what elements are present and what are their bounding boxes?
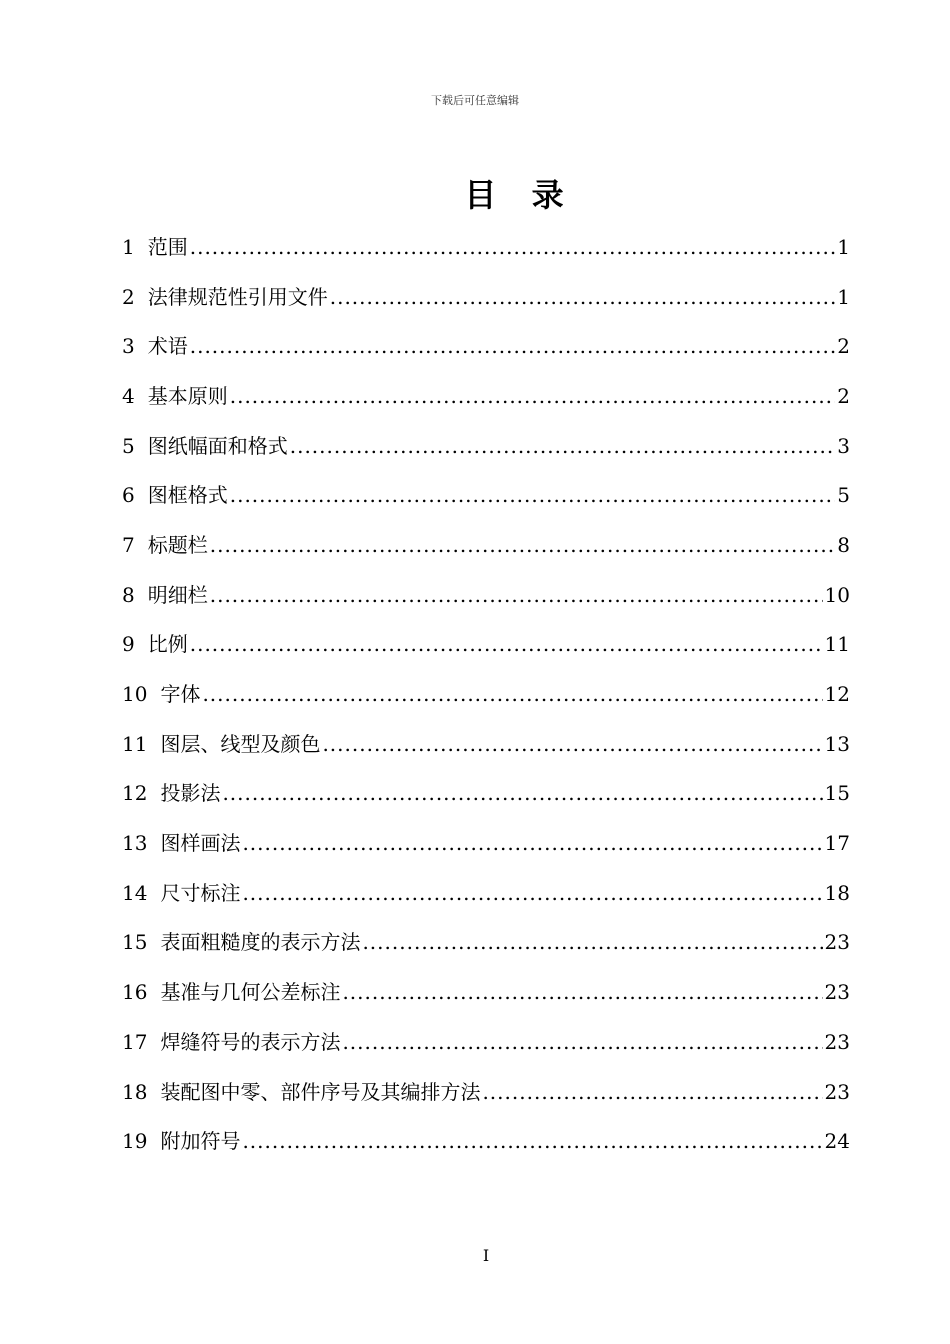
toc-entry-label: 图样画法 xyxy=(160,831,241,856)
toc-entry-page: 2 xyxy=(837,334,850,359)
toc-dot-leader xyxy=(190,634,823,654)
toc-entry-page: 3 xyxy=(837,433,850,458)
toc-entry-number: 5 xyxy=(122,433,135,458)
toc-entry-page: 1 xyxy=(837,284,850,309)
toc-entry-number: 17 xyxy=(122,1029,148,1054)
toc-dot-leader xyxy=(202,684,822,704)
toc-entry-page: 12 xyxy=(824,682,850,707)
toc-entry-number: 4 xyxy=(122,383,135,408)
toc-entry-number: 9 xyxy=(122,632,135,657)
toc-entry[interactable] xyxy=(122,421,850,471)
toc-entry-label: 比例 xyxy=(147,632,188,657)
toc-dot-leader xyxy=(222,783,822,803)
toc-entry[interactable] xyxy=(122,520,850,570)
toc-entry-number: 14 xyxy=(122,880,148,905)
toc-entry-page: 23 xyxy=(824,1029,850,1054)
toc-dot-leader xyxy=(342,982,822,1002)
toc-dot-leader xyxy=(230,386,836,406)
toc-dot-leader xyxy=(230,485,836,505)
toc-entry-label: 法律规范性引用文件 xyxy=(147,284,328,309)
toc-dot-leader xyxy=(210,585,823,605)
toc-entry-number: 7 xyxy=(122,532,135,557)
toc-entry[interactable] xyxy=(122,272,850,322)
toc-entry-label: 基本原则 xyxy=(147,383,228,408)
toc-entry-label: 明细栏 xyxy=(147,582,208,607)
toc-list xyxy=(122,222,850,1166)
toc-entry-label: 范围 xyxy=(147,234,188,259)
toc-entry-page: 15 xyxy=(824,781,850,806)
toc-dot-leader xyxy=(242,883,822,903)
toc-entry-number: 11 xyxy=(122,731,148,756)
toc-dot-leader xyxy=(290,436,836,456)
toc-entry[interactable] xyxy=(122,918,850,968)
footer-page-number: I xyxy=(482,1246,490,1265)
toc-entry-label: 图层、线型及颜色 xyxy=(160,731,321,756)
toc-entry-page: 13 xyxy=(824,731,850,756)
toc-dot-leader xyxy=(242,1131,822,1151)
toc-entry-label: 图框格式 xyxy=(147,483,228,508)
toc-entry-number: 16 xyxy=(122,980,148,1005)
toc-entry-page: 8 xyxy=(837,532,850,557)
toc-entry-number: 8 xyxy=(122,582,135,607)
toc-title: 目 录 xyxy=(464,176,576,214)
toc-entry-number: 12 xyxy=(122,781,148,806)
toc-entry-number: 18 xyxy=(122,1079,148,1104)
toc-entry[interactable] xyxy=(122,769,850,819)
toc-entry-label: 标题栏 xyxy=(147,532,208,557)
toc-entry[interactable] xyxy=(122,222,850,272)
toc-entry[interactable] xyxy=(122,371,850,421)
toc-entry-number: 2 xyxy=(122,284,135,309)
toc-entry[interactable] xyxy=(122,669,850,719)
toc-entry-page: 23 xyxy=(824,1079,850,1104)
toc-entry-number: 19 xyxy=(122,1129,148,1154)
toc-dot-leader xyxy=(242,833,822,853)
toc-entry[interactable] xyxy=(122,719,850,769)
toc-dot-leader xyxy=(362,932,822,952)
toc-entry-page: 17 xyxy=(824,831,850,856)
toc-entry-number: 1 xyxy=(122,234,135,259)
toc-entry-number: 6 xyxy=(122,483,135,508)
toc-entry-number: 15 xyxy=(122,930,148,955)
toc-entry-number: 10 xyxy=(122,682,148,707)
toc-entry-page: 5 xyxy=(837,483,850,508)
toc-dot-leader xyxy=(342,1032,822,1052)
toc-entry-number: 3 xyxy=(122,334,135,359)
toc-entry-label: 表面粗糙度的表示方法 xyxy=(160,930,361,955)
toc-entry-label: 尺寸标注 xyxy=(160,880,241,905)
toc-entry[interactable] xyxy=(122,868,850,918)
toc-dot-leader xyxy=(210,535,836,555)
toc-entry-label: 附加符号 xyxy=(160,1129,241,1154)
toc-entry[interactable] xyxy=(122,1067,850,1117)
toc-entry-label: 字体 xyxy=(160,682,201,707)
toc-entry[interactable] xyxy=(122,321,850,371)
toc-entry-number: 13 xyxy=(122,831,148,856)
toc-entry-page: 1 xyxy=(837,234,850,259)
toc-entry-page: 2 xyxy=(837,383,850,408)
toc-dot-leader xyxy=(482,1082,822,1102)
toc-entry[interactable] xyxy=(122,1116,850,1166)
toc-entry-page: 18 xyxy=(824,880,850,905)
toc-dot-leader xyxy=(190,336,836,356)
toc-entry-page: 10 xyxy=(824,582,850,607)
toc-entry[interactable] xyxy=(122,967,850,1017)
toc-entry[interactable] xyxy=(122,818,850,868)
toc-entry-label: 投影法 xyxy=(160,781,221,806)
toc-entry-label: 图纸幅面和格式 xyxy=(147,433,288,458)
toc-entry-label: 装配图中零、部件序号及其编排方法 xyxy=(160,1079,481,1104)
toc-entry-label: 术语 xyxy=(147,334,188,359)
toc-entry[interactable] xyxy=(122,620,850,670)
toc-entry-label: 基准与几何公差标注 xyxy=(160,980,341,1005)
toc-entry-page: 11 xyxy=(824,632,850,657)
toc-entry-page: 24 xyxy=(824,1129,850,1154)
toc-entry-page: 23 xyxy=(824,980,850,1005)
toc-entry[interactable] xyxy=(122,570,850,620)
toc-entry-page: 23 xyxy=(824,930,850,955)
toc-entry-label: 焊缝符号的表示方法 xyxy=(160,1029,341,1054)
toc-entry[interactable] xyxy=(122,1017,850,1067)
toc-dot-leader xyxy=(322,734,822,754)
toc-dot-leader xyxy=(190,237,836,257)
toc-dot-leader xyxy=(330,287,836,307)
header-note: 下载后可任意编辑 xyxy=(431,94,519,107)
toc-entry[interactable] xyxy=(122,470,850,520)
